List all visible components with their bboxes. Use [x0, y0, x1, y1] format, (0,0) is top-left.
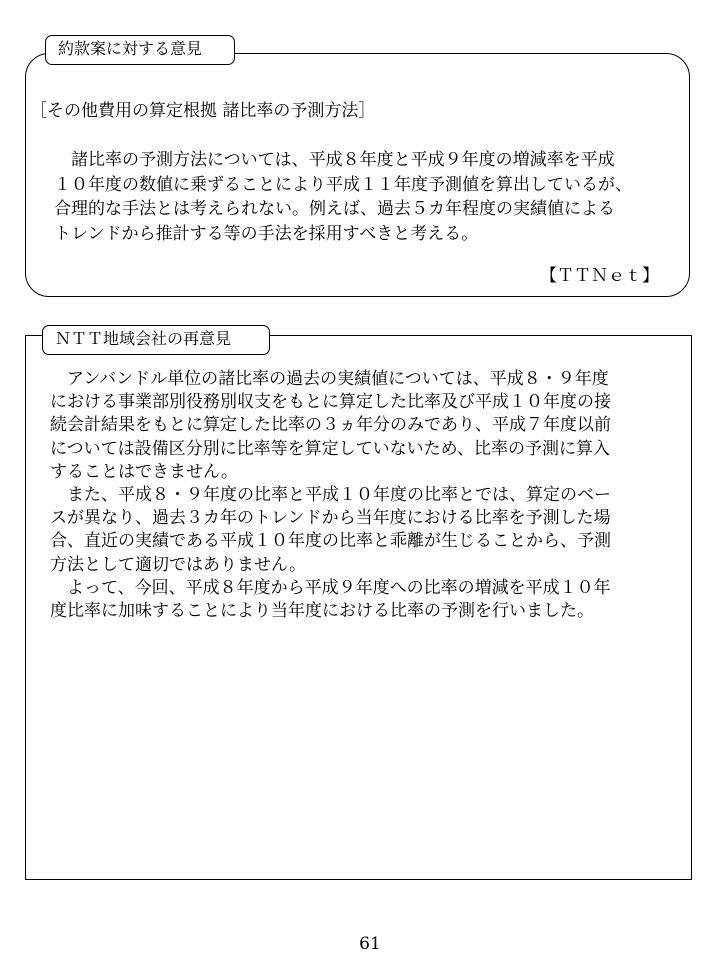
opinion-signature: 【ＴＴＮｅｔ】 [540, 266, 659, 286]
opinion-body-line: トレンドから推計する等の手法を採用すべきと考える。 [54, 223, 479, 244]
reply-tab-label: ＮＴＴ地域会社の再意見 [42, 325, 270, 355]
opinion-body-line: 合理的な手法とは考えられない。例えば、過去５カ年程度の実績値による [54, 199, 615, 219]
opinion-tab-label: 約款案に対する意見 [45, 35, 235, 65]
reply-body-line: よって、今回、平成８年度から平成９年度への比率の増減を平成１０年 [50, 577, 611, 598]
opinion-body [54, 148, 679, 246]
reply-body-line: 方法として適切ではありません。 [50, 554, 307, 575]
opinion-body-line: 諸比率の予測方法については、平成８年度と平成９年度の増減率を平成 [54, 150, 615, 170]
reply-body-line: アンバンドル単位の諸比率の過去の実績値については、平成８・９年度 [50, 369, 609, 389]
opinion-body-line: １０年度の数値に乗ずることにより平成１１年度予測値を算出しているが、 [54, 174, 632, 195]
reply-body-line: スが異なり、過去３カ年のトレンドから当年度における比率を予測した場 [50, 508, 611, 529]
reply-body [50, 368, 680, 623]
reply-body-line: における事業部別役務別収支をもとに算定した比率及び平成１０年度の接 [50, 392, 611, 413]
page-number: 61 [359, 934, 381, 954]
reply-body-line: については設備区分別に比率等を算定していないため、比率の予測に算入 [50, 438, 610, 459]
reply-body-line: 続会計結果をもとに算定した比率の３ヵ年分のみであり、平成７年度以前 [50, 415, 611, 436]
reply-body-line: 度比率に加味することにより当年度における比率の予測を行いました。 [50, 601, 594, 622]
reply-body-line: また、平成８・９年度の比率と平成１０年度の比率とでは、算定のベー [50, 485, 611, 506]
opinion-heading: ［その他費用の算定根拠 諸比率の予測方法］ [30, 101, 376, 121]
reply-body-line: 合、直近の実績である平成１０年度の比率と乖離が生じることから、予測 [50, 531, 611, 552]
reply-body-line: することはできません。 [50, 461, 239, 482]
